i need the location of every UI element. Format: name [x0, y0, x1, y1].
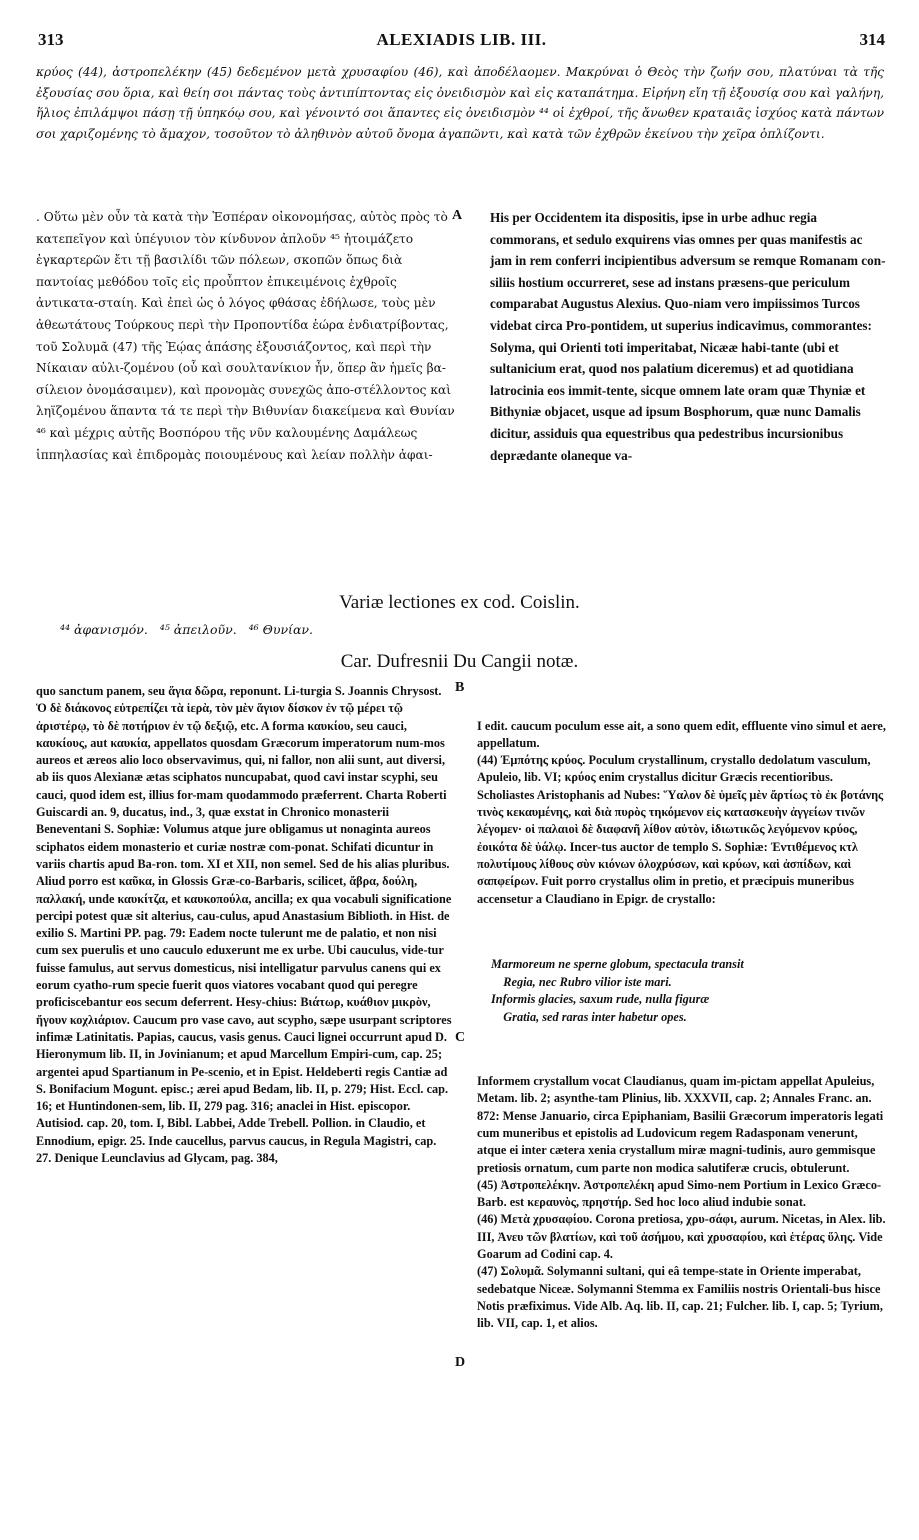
notes-right-part-2: Informem crystallum vocat Claudianus, quam im-pictam appellat Apuleius, Metam. lib. 2; asynthe-tam Plinius, lib. XXXVII, cap. 2; Annales Franc. an. 872: Mense Januario, circa Epiphaniam, Basilii Græcorum imperatoris legati cum muneribus et epistolis ad Ludovicum regem Radasponam venerunt, atque ei inter cætera xenia crystallum miræ magni-tudinis, auro gemmisque pretiosis ornatum, cum parte non modica salutiferæ crucis, obtulerunt. (45) Ἀστροπελέκην. Ἀστροπελέκη apud Simo-nem Portium in Lexico Græco-Barb. est κεραυνὸς, πρηστήρ. Sed hoc loco aliud indubie sonat. (46) Μετὰ χρυσαφίου. Corona pretiosa, χρυ-σάφι, aurum. Nicetas, in Alex. lib. III, Ἀνευ τῶν βλατίων, καὶ τοῦ ἀσήμου, καὶ χρυσαφίου, καὶ ἑτέρας ὕλης. Vide Goarum ad Codini cap. 4. (47) Σολυμᾶ. Solymanni sultani, qui eâ tempe-state in Oriente imperabat, sedebatque Niceæ. Solymanni Stemma ex Familiis nostris Orientali-bus hisce Notis præfiximus. Vide Alb. Aq. lib. II, cap. 21; Fulcher. lib. I, cap. 5; Tyrium, lib. VII, cap. 1, et alios. — [477, 1074, 886, 1331]
margin-marker-a: A — [452, 208, 463, 223]
claudian-poem-quote: Marmoreum ne sperne globum, spectacula transit Regia, nec Rubro vilior iste mari. Informis glacies, saxum rude, nulla figuræ Gratia, sed raras inter habetur opes. — [491, 957, 744, 1024]
notes-left-column: quo sanctum panem, seu ἅγια δῶρα, reponunt. Li-turgia S. Joannis Chrysost. Ὁ δὲ διάκονος εὐτρεπίζει τὰ ἱερὰ, τὸν μὲν ἅγιον δίσκον ἐν τῷ μέρει τῷ ἀριστέρῳ, τὸ δὲ ποτήριον ἐν τῷ δεξιῷ, etc. A forma καυκίου, seu cauci, καυκίους, aut καυκία, appellatos quosdam Græcorum imperatorum num-mos aureos et æreos alio loco observavimus, qui, ni fallor, non alii sunt, aut diversi, ab iis quos Alexianæ ætas sciphatos nuncupabat, quod cavi instar scyphi, seu cauci, quod idem est, illius for-mam quodammodo præferrent. Charta Roberti Guiscardi an. 9, ducatus, ind., 3, quæ exstat in Chronico monasterii Beneventani S. Sophiæ: Volumus atque jure obligamus ut nonaginta aureos sciphatos eidem monasterio et curiæ nostræ com-ponat. Schifati dicuntur in variis chartis apud Ba-ron. tom. XI et XII, non semel. Sed de his alias pluribus. Aliud porro est καῦκα, in Glossis Græ-co-Barbaris, scilicet, ἄβρα, δούλη, παλλακή, unde καυκίτζα, et καυκοπούλα, ancilla; ex qua vocabuli significatione percipi potest quæ sit alterius, cau-culus, apud Anastasium Biblioth. in Hist. de exilio S. Martini PP. pag. 79: Eadem nocte tulerunt me de palatio, et non nisi cum sex puerulis et uno cauculo eduxerunt me ex urbe. Ubi cauculus, vide-tur fuisse famulus, aut servus domesticus, nisi intelligatur parvulus canens qui ex eorum cyatho-rum specie fuerit quos viatores vocabant quod qui peregre proficiscebantur eos secum deferrent. Hesy-chius: Βιάτωρ, κυάθιον μικρὸν, ἤγουν κοχλιάριον. Caucum pro vase cavo, aut scypho, sæpe usurpant scriptores infimæ Latinitatis. Papias, caucus, vasis genus. Cauci lignei occurrunt apud D. Hieronymum lib. II, in Jovinianum; et apud Marcellum Empiri-cum, cap. 25; argentei apud Spartianum in Pe-scenio, et in Epist. Heldeberti regis Cantiæ ad S. Bonifacium Mogunt. episc.; ærei apud Bedam, lib. II, p. 279; Hist. Eccl. cap. 16; et Huntindonen-sem, lib. II, 279 pag. 316; anaclei in Hist. episcopor. Autisiod. cap. 20, tom. I, Bibl. Labbei, Adde Trebell. Pollion. in Claudio, et Ennodium, epigr. 25. Inde caucellus, parvus caucus, in Regula Magistri, cap. 27. Denique Leunclavius ad Glycam, pag. 384, — [36, 684, 455, 1166]
page-number-left: 313 — [38, 30, 64, 49]
margin-marker-c: C — [455, 1030, 466, 1045]
notes-heading: Car. Dufresnii Du Cangii notæ. — [340, 651, 579, 672]
greek-text-column: . Οὕτω μὲν οὖν τὰ κατὰ τὴν Ἑσπέραν οἰκονομήσας, αὐτὸς πρὸς τὸ κατεπεῖγον καὶ ὑπέγυιον τὸν κίνδυνον ἀπλοῦν ⁴⁵ ἡτοιμάζετο ἐγκαρτερῶν ἔτι τῇ βασιλίδι τῶν πόλεων, σκοπῶν ὅπως διὰ παντοίας μεθόδου τοῖς εἰς προὖπτον ἐπικειμένοις ἐχθροῖς ἀντικατα-σταίη. Καὶ ἐπεὶ ὡς ὁ λόγος φθάσας ἐδήλωσε, τοὺς μὲν ἀθεωτάτους Τούρκους περὶ τὴν Προποντίδα ἑώρα ἐνδιατρίβοντας, τοῦ Σολυμᾶ (47) τῆς Ἑῴας ἁπάσης ἐξουσιάζοντος, καὶ περὶ τὴν Νίκαιαν αὐλι-ζομένου (οὗ καὶ σουλτανίκιον ἦν, ὅπερ ἂν ἡμεῖς βα-σίλειον ὀνομάσαιμεν), καὶ προνομὰς συνεχῶς ἀπο-στέλλοντος καὶ ληϊζομένου ἅπαντα τά τε περὶ τὴν Βιθυνίαν διακείμενα καὶ Θυνίαν ⁴⁶ καὶ μέχρις αὐτῆς Βοσπόρου τῆς νῦν καλουμένης Δαμάλεως ἱππηλασίας καὶ ἐπιδρομὰς ποιουμένους καὶ λείαν πολλὴν ἀφαι- — [36, 210, 459, 462]
greek-continuation-paragraph: κρύος (44), ἀστροπελέκην (45) δεδεμένον μετὰ χρυσαφίου (46), καὶ ἀποδέλαομεν. Μακρύναι ὁ Θεὸς τὴν ζωήν σου, πλατύναι τὰ τῆς ἐξουσίας σου ὅρια, καὶ θείη σοι πάντας τοὺς ἀντιπίπτοντας εἰς ὀνειδισμὸν καὶ εἰς καταπάτημα. Εἰρήνη εἴη τῇ ἐξουσίᾳ σου καὶ γαλήνη, ἥλιος ἐπιλάμψοι πάσῃ τῇ ὑπηκόῳ σου, καὶ γένοιντό σοι ἅπαντες εἰς ὀνειδισμὸν ⁴⁴ οἱ ἐχθροί, τῆς ἄνωθεν κραταιᾶς ἰσχύος κατὰ πάντων σοι χαριζομένης τὸ ἄμαχον, τοσοῦτον τὸ ἀληθινὸν αὐτοῦ ὄνομα ἀγαπῶντι, καὶ κατὰ τῶν ἐχθρῶν ἐκείνου τὴν χεῖρα ὁπλίζοντι. — [36, 65, 888, 141]
page-number-right: 314 — [859, 30, 885, 49]
running-title: ALEXIADIS LIB. III. — [376, 30, 547, 49]
variae-lectiones-list: ⁴⁴ ἀφανισμόν. ⁴⁵ ἀπειλοῦν. ⁴⁶ Θυνίαν. — [60, 622, 313, 637]
page-header — [38, 30, 885, 54]
variae-lectiones-heading: Variæ lectiones ex cod. Coislin. — [339, 592, 580, 613]
notes-right-column — [477, 683, 889, 1367]
notes-right-part-1: I edit. caucum poculum esse ait, a sono quem edit, effluente vino simul et aere, appellatum. (44) Ἐμπότης κρύος. Poculum crystallinum, crystallo dedolatum vasculum, Apuleio, lib. VI; κρύος enim crystallus dicitur Græcis recentioribus. Scholiastes Aristophanis ad Nubes: Ὕαλον δὲ ὑμεῖς μὲν ἄρτίως τὸ ἐκ βοτάνης τινὸς κεκαυμένης, καὶ διὰ πυρὸς τηκόμενον εἰς κατασκευὴν ἀγγείων τινῶν λέγομεν· οἱ παλαιοὶ δὲ διαφανῆ λίθον αὐτὸν, ἰδιωτικῶς λεγόμενον κρύος, ἐοικότα δὲ ὑάλῳ. Incer-tus auctor de templo S. Sophiæ: Ἐντιθέμενος κτλ πολυτίμους λίθους σὺν κιόνων ὁλοχρύσων, καὶ κρύων, καὶ ἀσπίδων, καὶ σαπφείρων. Fuit porro crystallus olim in pretio, et præcipuis muneribus accensetur a Claudiano in Epigr. de crystallo: — [477, 718, 886, 906]
margin-marker-d: D — [455, 1355, 466, 1370]
margin-marker-b: B — [455, 680, 465, 695]
latin-translation-column: His per Occidentem ita dispositis, ipse in urbe adhuc regia commorans, et sedulo exquirens vias omnes per quas manifestis ac jam in rem conferri incipientibus adversum se remque Romanam con-siliis hostium occurreret, sese ad instans præsens-que periculum comparabat Augustus Alexius. Quo-niam vero impiissimos Turcos videbat circa Pro-pontidem, ut superius indicavimus, commorantes: Solyma, qui Orienti toti imperitabat, Nicææ habi-tante (ubi et sultanicium erat, quod nos palatium diceremus) et ad quotidiana latrocinia eos immit-tente, sicque omnem late oram quæ Thyniæ et Bithyniæ objacet, usque ad ipsum Bosphorum, quæ nunc Damalis dicitur, assiduis qua equestribus qua pedestribus incursionibus deprædante olaneque va- — [490, 210, 886, 463]
